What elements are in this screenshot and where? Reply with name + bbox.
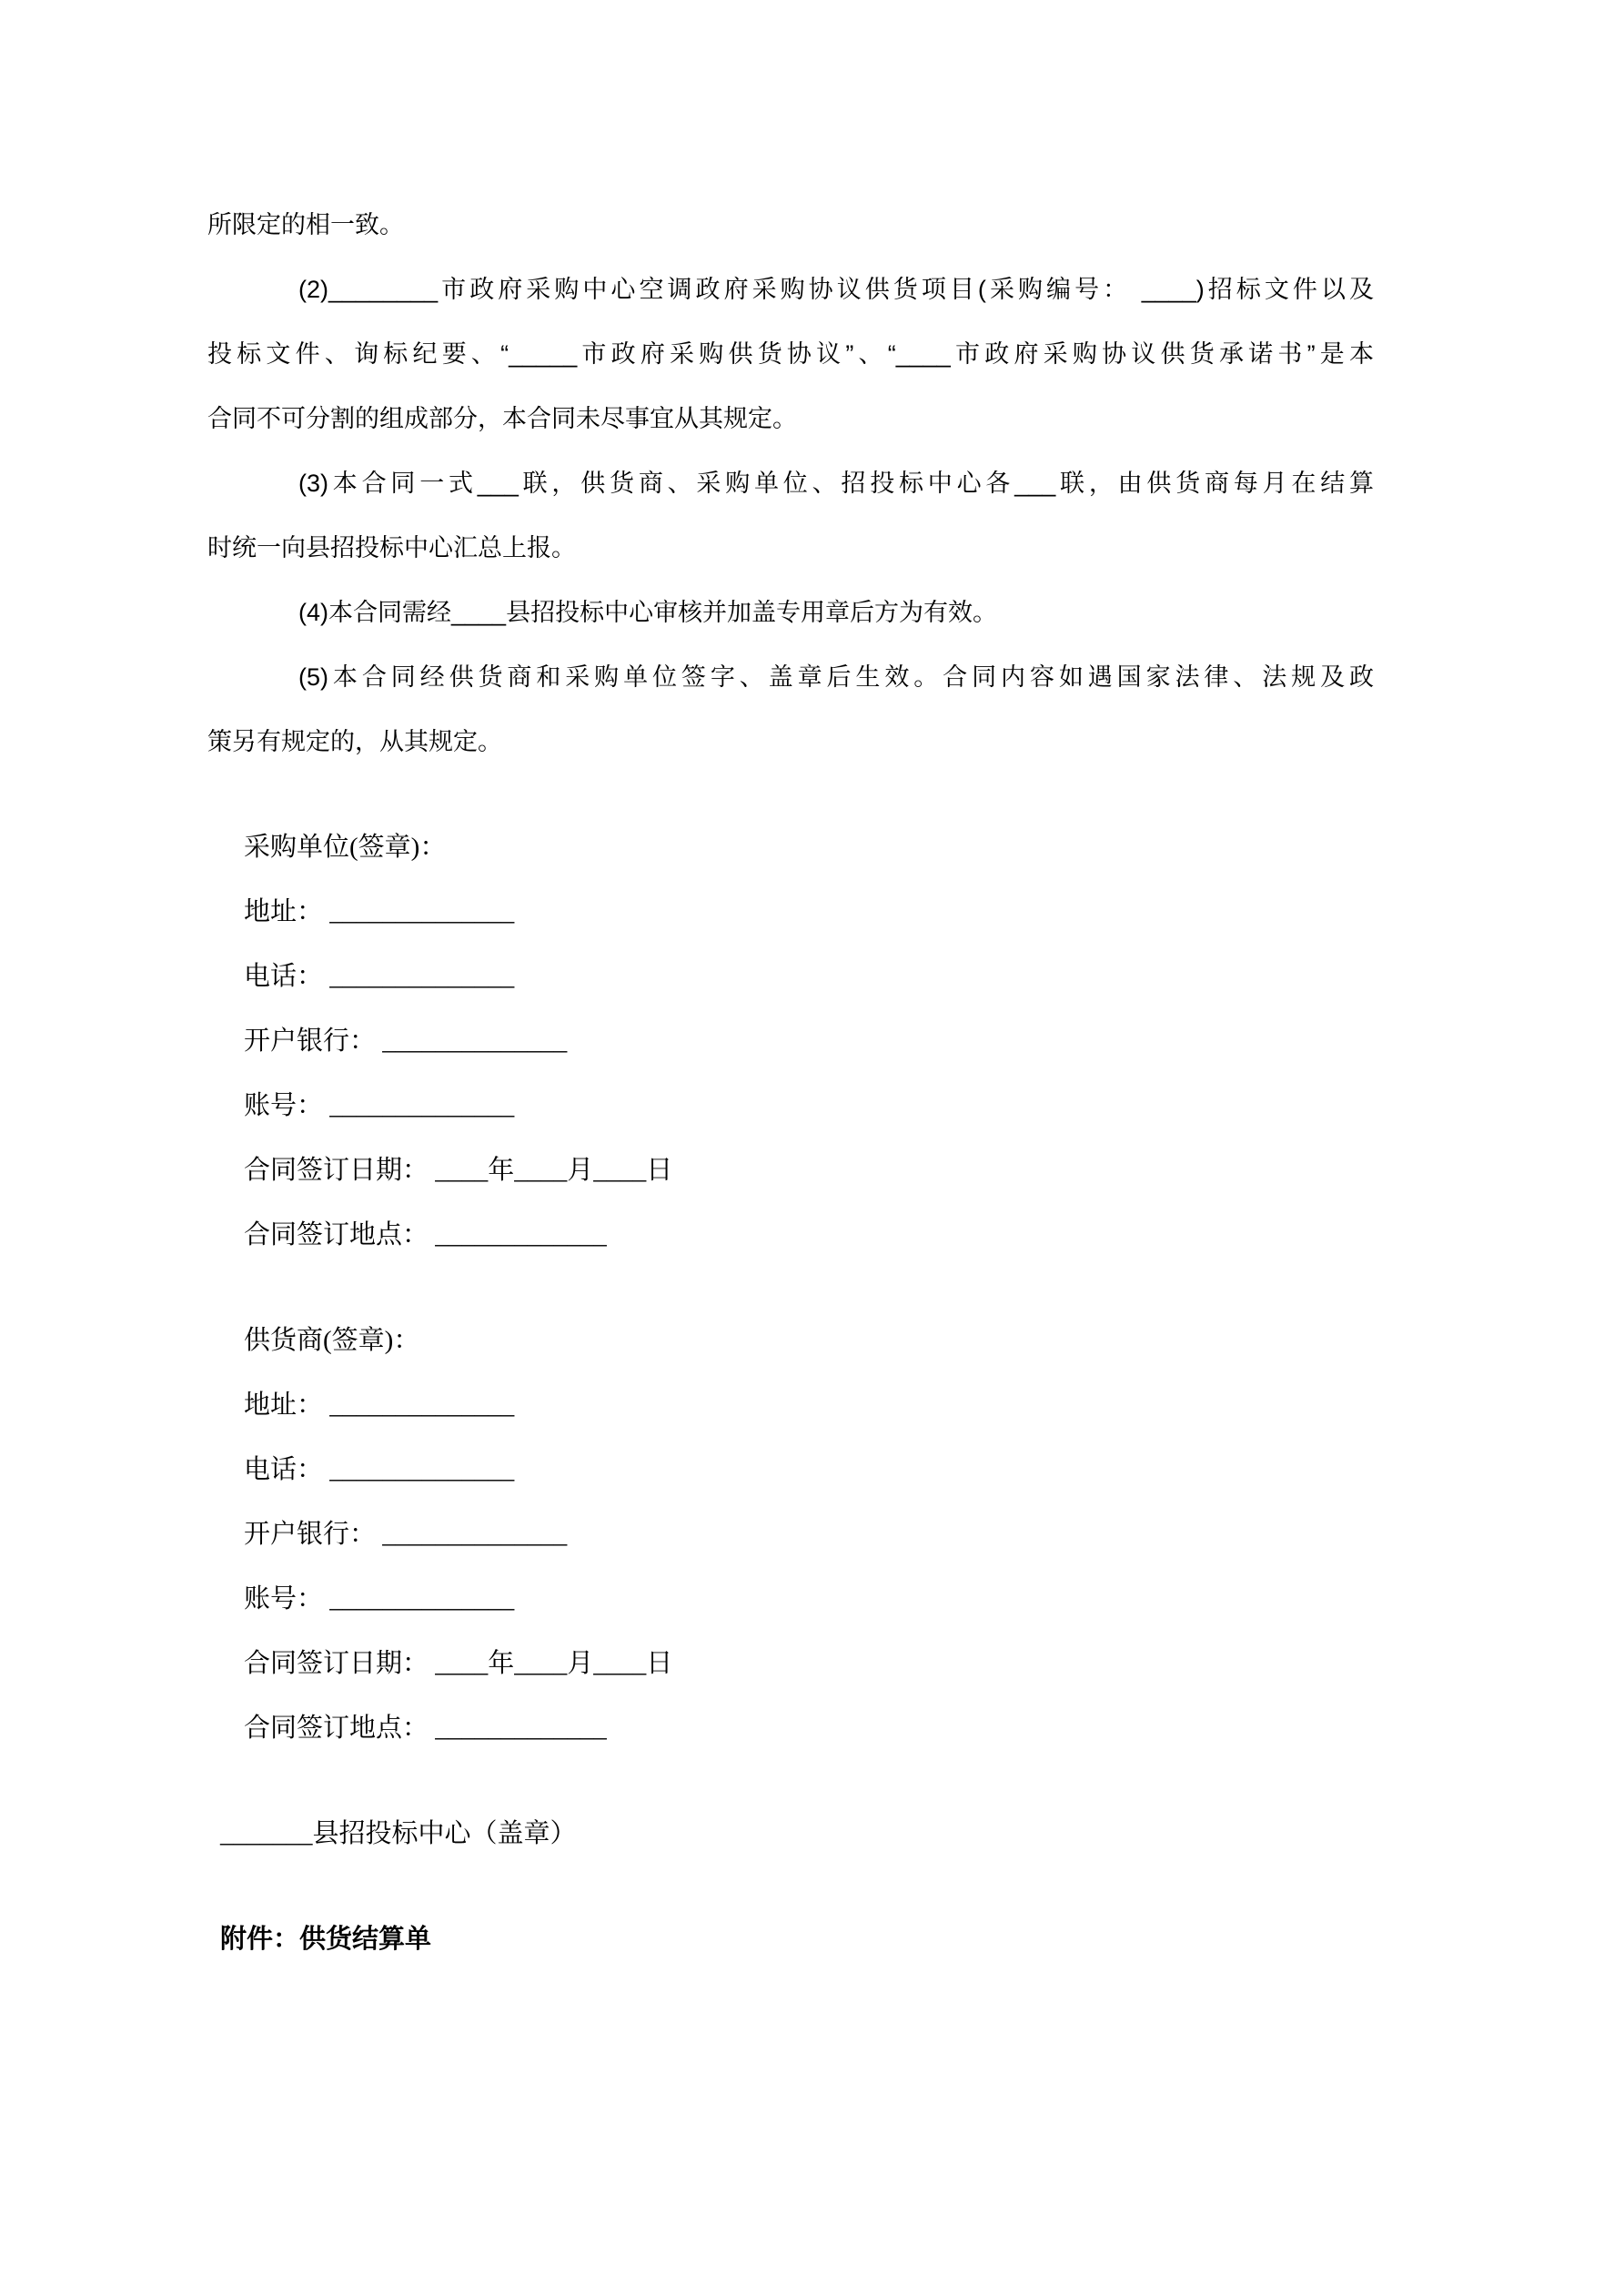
attachment-title: 附件：供货结算单	[220, 1925, 432, 1954]
clause-3-line-2: 时统一向县招投标中心汇总上报。	[207, 534, 576, 561]
purchaser-heading: 采购单位(签章)：	[244, 833, 447, 862]
supplier-sign-place-row: 合同签订地点： _____________	[244, 1714, 607, 1743]
clause-2-line-2: 投标文件、询标纪要、“_____市政府采购供货协议”、“____市政府采购协议供货承诺书”是本	[207, 340, 1374, 368]
supplier-phone-row: 电话： ______________	[244, 1455, 515, 1484]
document-content	[207, 193, 1374, 1972]
supplier-account-row: 账号： ______________	[244, 1584, 515, 1613]
purchaser-account-row: 账号： ______________	[244, 1091, 515, 1120]
purchaser-address-row: 地址： ______________	[244, 897, 515, 926]
supplier-heading: 供货商(签章)：	[244, 1326, 420, 1355]
clause-4-line: (4)本合同需经____县招投标中心审核并加盖专用章后方为有效。	[298, 599, 998, 626]
clause-continuation-line: 所限定的相一致。	[207, 211, 404, 238]
clause-3-line-1: (3)本合同一式___联，供货商、采购单位、招投标中心各___联，由供货商每月在结算	[298, 470, 1374, 497]
purchaser-sign-place-row: 合同签订地点： _____________	[244, 1220, 607, 1249]
supplier-sign-date-row: 合同签订日期： ____年____月____日	[244, 1649, 673, 1678]
clause-5-line-1: (5)本合同经供货商和采购单位签字、盖章后生效。合同内容如遇国家法律、法规及政	[298, 663, 1374, 691]
purchaser-sign-date-row: 合同签订日期： ____年____月____日	[244, 1156, 673, 1185]
purchaser-bank-row: 开户银行： ______________	[244, 1027, 568, 1056]
tender-center-seal-line: _______县招投标中心（盖章）	[220, 1819, 577, 1848]
clause-5-line-2: 策另有规定的，从其规定。	[207, 728, 502, 755]
supplier-address-row: 地址： ______________	[244, 1391, 515, 1420]
clause-2-line-3: 合同不可分割的组成部分，本合同未尽事宜从其规定。	[207, 405, 797, 432]
purchaser-phone-row: 电话： ______________	[244, 962, 515, 991]
supplier-bank-row: 开户银行： ______________	[244, 1520, 568, 1549]
clause-2-line-1: (2)________市政府采购中心空调政府采购协议供货项目(采购编号： ____)招标文件以及	[298, 276, 1374, 303]
